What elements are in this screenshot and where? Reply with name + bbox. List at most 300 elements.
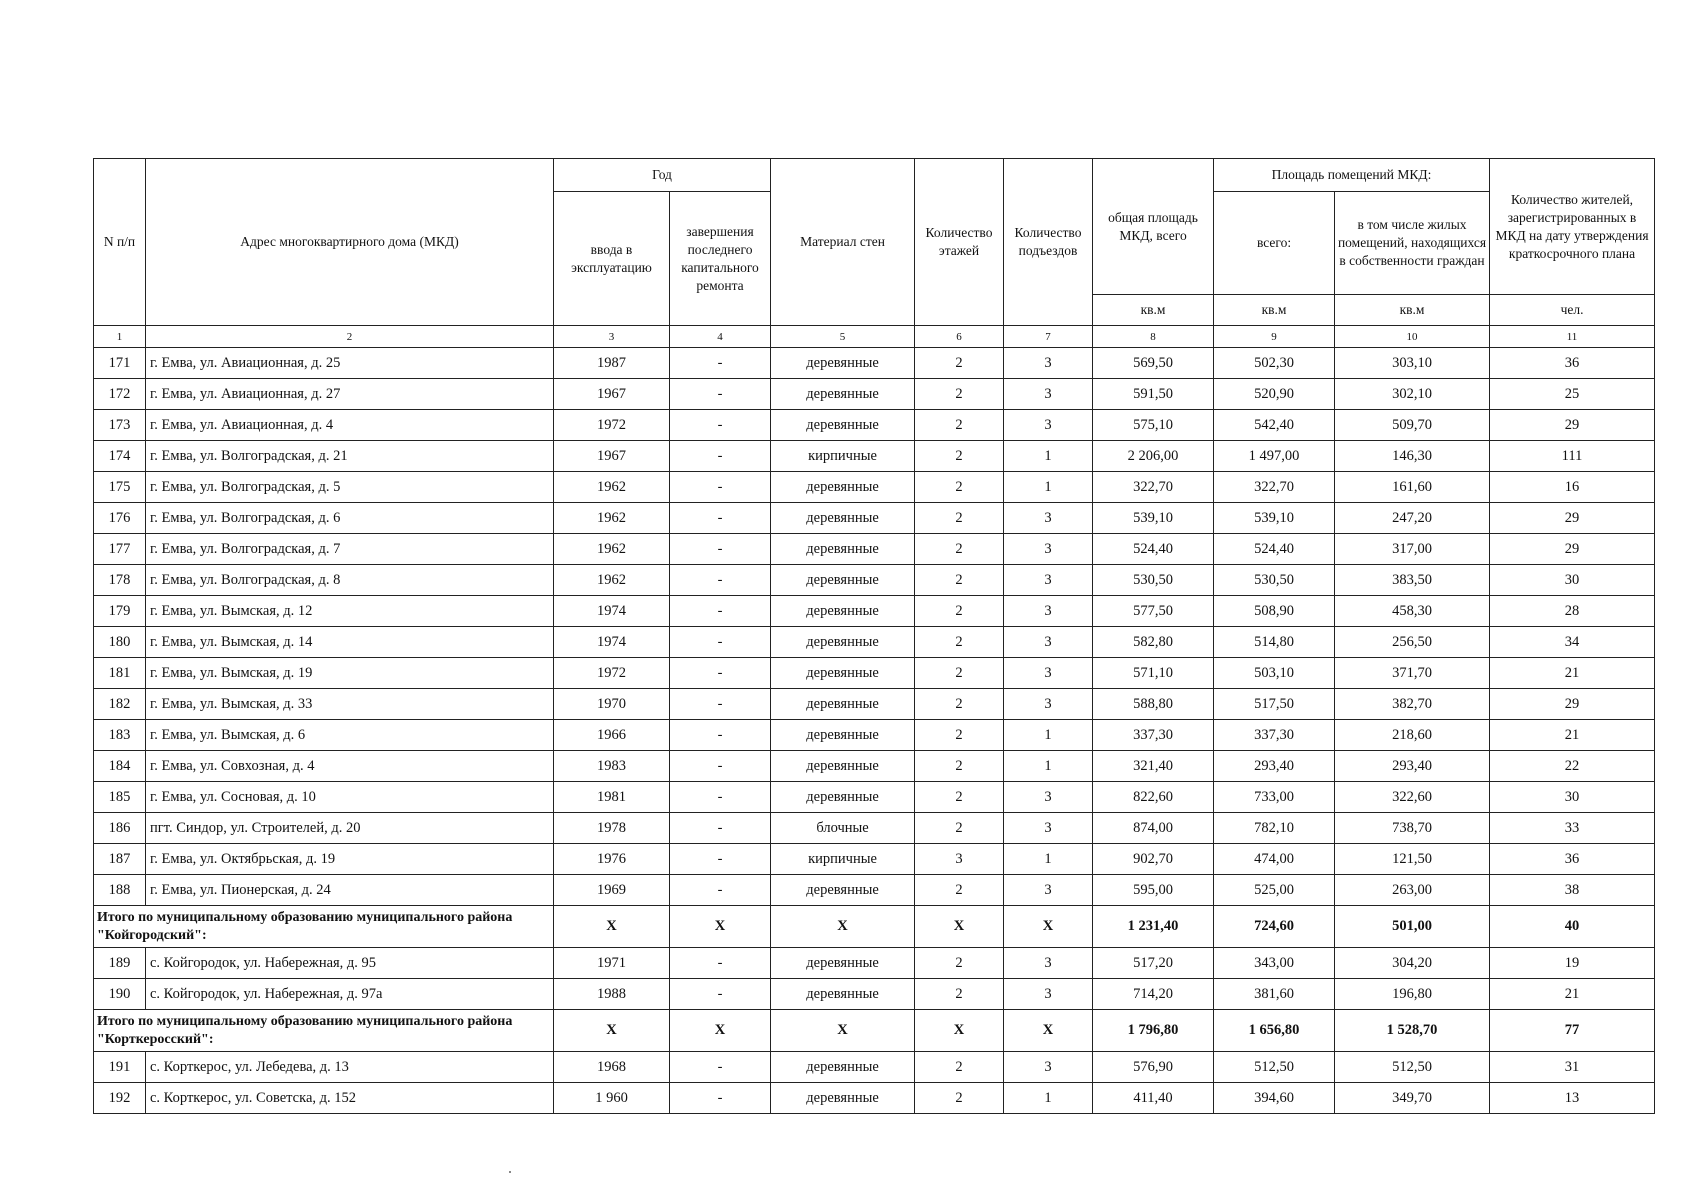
cell-number: 178 [94, 565, 146, 596]
cell-year-repair: X [670, 1010, 771, 1052]
table-row [94, 1052, 1655, 1083]
subtotal-title: Итого по муниципальному образованию муниципального района "Койгородский": [94, 906, 554, 948]
cell-area-private: 1 528,70 [1335, 1010, 1490, 1052]
cell-residents: 19 [1490, 948, 1655, 979]
cell-area-private: 196,80 [1335, 979, 1490, 1010]
cell-entrances: 3 [1004, 658, 1093, 689]
cell-year-commission: 1967 [554, 379, 670, 410]
cell-year-repair: - [670, 689, 771, 720]
cell-area-private: 293,40 [1335, 751, 1490, 782]
cell-entrances: 3 [1004, 979, 1093, 1010]
cell-entrances: X [1004, 1010, 1093, 1052]
cell-floors: 2 [915, 1052, 1004, 1083]
cell-area-all: 520,90 [1214, 379, 1335, 410]
cell-total-area: 524,40 [1093, 534, 1214, 565]
cell-year-commission: 1981 [554, 782, 670, 813]
column-index: 3 [554, 326, 670, 348]
cell-year-repair: - [670, 1052, 771, 1083]
cell-year-commission: 1 960 [554, 1083, 670, 1114]
cell-year-commission: X [554, 1010, 670, 1052]
cell-area-private: 501,00 [1335, 906, 1490, 948]
cell-entrances: 3 [1004, 565, 1093, 596]
cell-entrances: 1 [1004, 1083, 1093, 1114]
cell-address: с. Койгородок, ул. Набережная, д. 97а [146, 979, 554, 1010]
cell-area-private: 322,60 [1335, 782, 1490, 813]
cell-number: 184 [94, 751, 146, 782]
cell-area-all: 512,50 [1214, 1052, 1335, 1083]
cell-number: 183 [94, 720, 146, 751]
cell-area-private: 371,70 [1335, 658, 1490, 689]
header-number: N п/п [94, 159, 146, 326]
table-body [94, 348, 1655, 1114]
cell-total-area: 595,00 [1093, 875, 1214, 906]
cell-wall-material: деревянные [771, 751, 915, 782]
cell-floors: 3 [915, 844, 1004, 875]
cell-year-commission: 1972 [554, 410, 670, 441]
cell-year-commission: 1987 [554, 348, 670, 379]
header-floors: Количество этажей [915, 159, 1004, 326]
cell-year-commission: 1983 [554, 751, 670, 782]
cell-residents: 38 [1490, 875, 1655, 906]
cell-year-commission: 1976 [554, 844, 670, 875]
cell-total-area: 539,10 [1093, 503, 1214, 534]
cell-total-area: 1 796,80 [1093, 1010, 1214, 1052]
cell-number: 186 [94, 813, 146, 844]
header-wall-material: Материал стен [771, 159, 915, 326]
cell-floors: 2 [915, 689, 1004, 720]
cell-area-all: 381,60 [1214, 979, 1335, 1010]
cell-address: г. Емва, ул. Вымская, д. 6 [146, 720, 554, 751]
cell-area-all: 514,80 [1214, 627, 1335, 658]
cell-year-repair: - [670, 751, 771, 782]
cell-area-all: 542,40 [1214, 410, 1335, 441]
cell-entrances: 3 [1004, 875, 1093, 906]
cell-address: с. Койгородок, ул. Набережная, д. 95 [146, 948, 554, 979]
column-index: 8 [1093, 326, 1214, 348]
table-row [94, 565, 1655, 596]
housing-table [93, 158, 1655, 1114]
cell-entrances: 3 [1004, 813, 1093, 844]
cell-floors: 2 [915, 503, 1004, 534]
cell-floors: 2 [915, 627, 1004, 658]
cell-area-private: 161,60 [1335, 472, 1490, 503]
header-address: Адрес многоквартирного дома (МКД) [146, 159, 554, 326]
cell-address: г. Емва, ул. Вымская, д. 19 [146, 658, 554, 689]
cell-residents: 34 [1490, 627, 1655, 658]
cell-address: г. Емва, ул. Совхозная, д. 4 [146, 751, 554, 782]
cell-residents: 21 [1490, 979, 1655, 1010]
cell-residents: 16 [1490, 472, 1655, 503]
cell-year-repair: - [670, 948, 771, 979]
cell-area-private: 349,70 [1335, 1083, 1490, 1114]
cell-year-commission: 1962 [554, 503, 670, 534]
cell-area-all: 1 656,80 [1214, 1010, 1335, 1052]
cell-wall-material: деревянные [771, 596, 915, 627]
cell-total-area: 517,20 [1093, 948, 1214, 979]
cell-wall-material: деревянные [771, 472, 915, 503]
cell-wall-material: блочные [771, 813, 915, 844]
cell-residents: 40 [1490, 906, 1655, 948]
cell-area-all: 517,50 [1214, 689, 1335, 720]
cell-area-all: 539,10 [1214, 503, 1335, 534]
header-year-commission: ввода в эксплуатацию [554, 192, 670, 326]
cell-wall-material: деревянные [771, 689, 915, 720]
cell-address: г. Емва, ул. Волгоградская, д. 21 [146, 441, 554, 472]
table-row [94, 627, 1655, 658]
cell-entrances: 3 [1004, 627, 1093, 658]
header-area-private: в том числе жилых помещений, находящихся в собственности граждан [1335, 192, 1490, 295]
cell-total-area: 582,80 [1093, 627, 1214, 658]
cell-total-area: 571,10 [1093, 658, 1214, 689]
cell-area-all: 530,50 [1214, 565, 1335, 596]
cell-total-area: 569,50 [1093, 348, 1214, 379]
cell-area-private: 121,50 [1335, 844, 1490, 875]
cell-area-private: 382,70 [1335, 689, 1490, 720]
cell-year-commission: 1962 [554, 472, 670, 503]
unit-area-private: кв.м [1335, 295, 1490, 326]
cell-wall-material: X [771, 1010, 915, 1052]
column-index: 10 [1335, 326, 1490, 348]
cell-year-repair: - [670, 627, 771, 658]
cell-floors: 2 [915, 565, 1004, 596]
cell-area-private: 146,30 [1335, 441, 1490, 472]
table-row [94, 813, 1655, 844]
cell-floors: 2 [915, 1083, 1004, 1114]
column-index: 7 [1004, 326, 1093, 348]
cell-floors: 2 [915, 751, 1004, 782]
cell-wall-material: деревянные [771, 979, 915, 1010]
cell-number: 172 [94, 379, 146, 410]
cell-total-area: 577,50 [1093, 596, 1214, 627]
cell-floors: 2 [915, 410, 1004, 441]
cell-floors: 2 [915, 534, 1004, 565]
cell-area-private: 383,50 [1335, 565, 1490, 596]
cell-residents: 77 [1490, 1010, 1655, 1052]
cell-total-area: 1 231,40 [1093, 906, 1214, 948]
cell-number: 175 [94, 472, 146, 503]
cell-entrances: 1 [1004, 720, 1093, 751]
cell-number: 180 [94, 627, 146, 658]
header-residents: Количество жителей, зарегистрированных в МКД на дату утверждения краткосрочного плана [1490, 159, 1655, 295]
cell-area-private: 458,30 [1335, 596, 1490, 627]
cell-floors: 2 [915, 720, 1004, 751]
cell-wall-material: деревянные [771, 503, 915, 534]
cell-entrances: 1 [1004, 844, 1093, 875]
cell-wall-material: деревянные [771, 627, 915, 658]
cell-area-private: 302,10 [1335, 379, 1490, 410]
cell-total-area: 321,40 [1093, 751, 1214, 782]
cell-area-all: 293,40 [1214, 751, 1335, 782]
cell-total-area: 411,40 [1093, 1083, 1214, 1114]
cell-floors: X [915, 1010, 1004, 1052]
cell-residents: 33 [1490, 813, 1655, 844]
column-index: 6 [915, 326, 1004, 348]
cell-area-all: 724,60 [1214, 906, 1335, 948]
cell-year-commission: 1962 [554, 565, 670, 596]
cell-year-commission: 1968 [554, 1052, 670, 1083]
cell-year-repair: - [670, 565, 771, 596]
cell-address: г. Емва, ул. Авиационная, д. 25 [146, 348, 554, 379]
cell-number: 179 [94, 596, 146, 627]
column-index-row [94, 326, 1655, 348]
cell-year-repair: - [670, 503, 771, 534]
cell-number: 188 [94, 875, 146, 906]
cell-number: 192 [94, 1083, 146, 1114]
cell-entrances: 3 [1004, 379, 1093, 410]
cell-area-private: 509,70 [1335, 410, 1490, 441]
cell-total-area: 2 206,00 [1093, 441, 1214, 472]
cell-number: 185 [94, 782, 146, 813]
cell-residents: 28 [1490, 596, 1655, 627]
table-row [94, 379, 1655, 410]
cell-entrances: 3 [1004, 782, 1093, 813]
cell-area-private: 247,20 [1335, 503, 1490, 534]
cell-floors: 2 [915, 658, 1004, 689]
cell-total-area: 822,60 [1093, 782, 1214, 813]
cell-floors: 2 [915, 875, 1004, 906]
cell-area-private: 738,70 [1335, 813, 1490, 844]
subtotal-row [94, 1010, 1655, 1052]
cell-residents: 31 [1490, 1052, 1655, 1083]
cell-address: с. Корткерос, ул. Лебедева, д. 13 [146, 1052, 554, 1083]
subtotal-title: Итого по муниципальному образованию муниципального района "Корткеросский": [94, 1010, 554, 1052]
cell-address: г. Емва, ул. Волгоградская, д. 7 [146, 534, 554, 565]
cell-area-private: 317,00 [1335, 534, 1490, 565]
cell-area-private: 218,60 [1335, 720, 1490, 751]
cell-year-repair: - [670, 534, 771, 565]
cell-entrances: 1 [1004, 472, 1093, 503]
subtotal-row [94, 906, 1655, 948]
cell-area-all: 394,60 [1214, 1083, 1335, 1114]
cell-year-commission: 1978 [554, 813, 670, 844]
column-index: 5 [771, 326, 915, 348]
cell-entrances: 3 [1004, 1052, 1093, 1083]
cell-address: г. Емва, ул. Волгоградская, д. 8 [146, 565, 554, 596]
cell-total-area: 714,20 [1093, 979, 1214, 1010]
cell-wall-material: деревянные [771, 948, 915, 979]
cell-address: г. Емва, ул. Авиационная, д. 4 [146, 410, 554, 441]
cell-year-repair: - [670, 782, 771, 813]
cell-wall-material: деревянные [771, 534, 915, 565]
cell-area-private: 303,10 [1335, 348, 1490, 379]
cell-total-area: 322,70 [1093, 472, 1214, 503]
cell-total-area: 337,30 [1093, 720, 1214, 751]
cell-residents: 13 [1490, 1083, 1655, 1114]
cell-entrances: 1 [1004, 751, 1093, 782]
table-row [94, 979, 1655, 1010]
cell-total-area: 530,50 [1093, 565, 1214, 596]
cell-entrances: 1 [1004, 441, 1093, 472]
cell-number: 181 [94, 658, 146, 689]
column-index: 11 [1490, 326, 1655, 348]
cell-floors: 2 [915, 782, 1004, 813]
table-row [94, 782, 1655, 813]
column-index: 4 [670, 326, 771, 348]
cell-wall-material: деревянные [771, 379, 915, 410]
header-year-group: Год [554, 159, 771, 192]
cell-area-all: 1 497,00 [1214, 441, 1335, 472]
cell-address: с. Корткерос, ул. Советска, д. 152 [146, 1083, 554, 1114]
cell-residents: 29 [1490, 689, 1655, 720]
cell-residents: 29 [1490, 534, 1655, 565]
cell-wall-material: деревянные [771, 875, 915, 906]
cell-floors: X [915, 906, 1004, 948]
cell-residents: 111 [1490, 441, 1655, 472]
cell-entrances: 3 [1004, 596, 1093, 627]
cell-entrances: 3 [1004, 948, 1093, 979]
cell-floors: 2 [915, 441, 1004, 472]
cell-year-repair: - [670, 379, 771, 410]
unit-total-area: кв.м [1093, 295, 1214, 326]
cell-area-all: 782,10 [1214, 813, 1335, 844]
table-row [94, 596, 1655, 627]
table-header [94, 159, 1655, 348]
cell-area-all: 343,00 [1214, 948, 1335, 979]
cell-number: 189 [94, 948, 146, 979]
cell-year-commission: X [554, 906, 670, 948]
cell-year-repair: X [670, 906, 771, 948]
column-index: 2 [146, 326, 554, 348]
cell-total-area: 575,10 [1093, 410, 1214, 441]
cell-number: 174 [94, 441, 146, 472]
cell-address: г. Емва, ул. Вымская, д. 12 [146, 596, 554, 627]
cell-area-private: 263,00 [1335, 875, 1490, 906]
cell-floors: 2 [915, 948, 1004, 979]
cell-total-area: 591,50 [1093, 379, 1214, 410]
column-index: 9 [1214, 326, 1335, 348]
cell-year-repair: - [670, 658, 771, 689]
header-entrances: Количество подъездов [1004, 159, 1093, 326]
cell-wall-material: деревянные [771, 348, 915, 379]
table-row [94, 948, 1655, 979]
cell-residents: 29 [1490, 503, 1655, 534]
cell-wall-material: деревянные [771, 1083, 915, 1114]
cell-year-repair: - [670, 875, 771, 906]
cell-year-commission: 1969 [554, 875, 670, 906]
cell-total-area: 874,00 [1093, 813, 1214, 844]
cell-address: г. Емва, ул. Вымская, д. 14 [146, 627, 554, 658]
table-row [94, 441, 1655, 472]
cell-area-all: 503,10 [1214, 658, 1335, 689]
cell-wall-material: деревянные [771, 782, 915, 813]
cell-wall-material: деревянные [771, 410, 915, 441]
cell-area-private: 256,50 [1335, 627, 1490, 658]
table-row [94, 658, 1655, 689]
table-row [94, 472, 1655, 503]
cell-wall-material: кирпичные [771, 441, 915, 472]
cell-floors: 2 [915, 379, 1004, 410]
cell-year-commission: 1974 [554, 627, 670, 658]
cell-year-repair: - [670, 596, 771, 627]
cell-year-repair: - [670, 1083, 771, 1114]
cell-number: 191 [94, 1052, 146, 1083]
cell-year-repair: - [670, 441, 771, 472]
cell-entrances: 3 [1004, 503, 1093, 534]
cell-wall-material: деревянные [771, 1052, 915, 1083]
cell-wall-material: деревянные [771, 565, 915, 596]
cell-area-all: 525,00 [1214, 875, 1335, 906]
cell-floors: 2 [915, 348, 1004, 379]
cell-residents: 36 [1490, 348, 1655, 379]
table-row [94, 348, 1655, 379]
cell-area-all: 474,00 [1214, 844, 1335, 875]
cell-year-commission: 1972 [554, 658, 670, 689]
cell-area-all: 322,70 [1214, 472, 1335, 503]
cell-entrances: 3 [1004, 689, 1093, 720]
cell-address: г. Емва, ул. Октябрьская, д. 19 [146, 844, 554, 875]
cell-wall-material: деревянные [771, 720, 915, 751]
cell-year-commission: 1974 [554, 596, 670, 627]
cell-entrances: X [1004, 906, 1093, 948]
unit-area-all: кв.м [1214, 295, 1335, 326]
cell-wall-material: кирпичные [771, 844, 915, 875]
cell-year-commission: 1988 [554, 979, 670, 1010]
cell-number: 182 [94, 689, 146, 720]
cell-address: г. Емва, ул. Пионерская, д. 24 [146, 875, 554, 906]
table-row [94, 534, 1655, 565]
cell-residents: 36 [1490, 844, 1655, 875]
cell-entrances: 3 [1004, 534, 1093, 565]
cell-year-commission: 1962 [554, 534, 670, 565]
cell-area-all: 502,30 [1214, 348, 1335, 379]
cell-residents: 21 [1490, 720, 1655, 751]
cell-number: 171 [94, 348, 146, 379]
cell-year-commission: 1970 [554, 689, 670, 720]
cell-number: 177 [94, 534, 146, 565]
scan-speck [509, 1171, 511, 1173]
cell-year-repair: - [670, 472, 771, 503]
cell-address: г. Емва, ул. Авиационная, д. 27 [146, 379, 554, 410]
unit-residents: чел. [1490, 295, 1655, 326]
cell-floors: 2 [915, 979, 1004, 1010]
cell-address: г. Емва, ул. Волгоградская, д. 6 [146, 503, 554, 534]
table-row [94, 751, 1655, 782]
cell-area-private: 304,20 [1335, 948, 1490, 979]
cell-year-repair: - [670, 720, 771, 751]
cell-year-repair: - [670, 410, 771, 441]
table-row [94, 875, 1655, 906]
cell-number: 190 [94, 979, 146, 1010]
header-area-group: Площадь помещений МКД: [1214, 159, 1490, 192]
cell-number: 187 [94, 844, 146, 875]
header-year-repair: завершения последнего капитального ремонта [670, 192, 771, 326]
cell-number: 176 [94, 503, 146, 534]
cell-floors: 2 [915, 472, 1004, 503]
cell-address: г. Емва, ул. Вымская, д. 33 [146, 689, 554, 720]
cell-address: г. Емва, ул. Сосновая, д. 10 [146, 782, 554, 813]
cell-year-repair: - [670, 348, 771, 379]
table-row [94, 1083, 1655, 1114]
cell-year-repair: - [670, 813, 771, 844]
cell-floors: 2 [915, 813, 1004, 844]
cell-residents: 21 [1490, 658, 1655, 689]
cell-total-area: 588,80 [1093, 689, 1214, 720]
cell-area-all: 733,00 [1214, 782, 1335, 813]
cell-area-private: 512,50 [1335, 1052, 1490, 1083]
cell-residents: 22 [1490, 751, 1655, 782]
cell-total-area: 576,90 [1093, 1052, 1214, 1083]
cell-area-all: 337,30 [1214, 720, 1335, 751]
housing-table-sheet [93, 158, 1654, 1114]
cell-year-repair: - [670, 979, 771, 1010]
cell-year-repair: - [670, 844, 771, 875]
cell-wall-material: деревянные [771, 658, 915, 689]
header-area-all: всего: [1214, 192, 1335, 295]
table-row [94, 689, 1655, 720]
cell-entrances: 3 [1004, 348, 1093, 379]
cell-entrances: 3 [1004, 410, 1093, 441]
cell-year-commission: 1966 [554, 720, 670, 751]
